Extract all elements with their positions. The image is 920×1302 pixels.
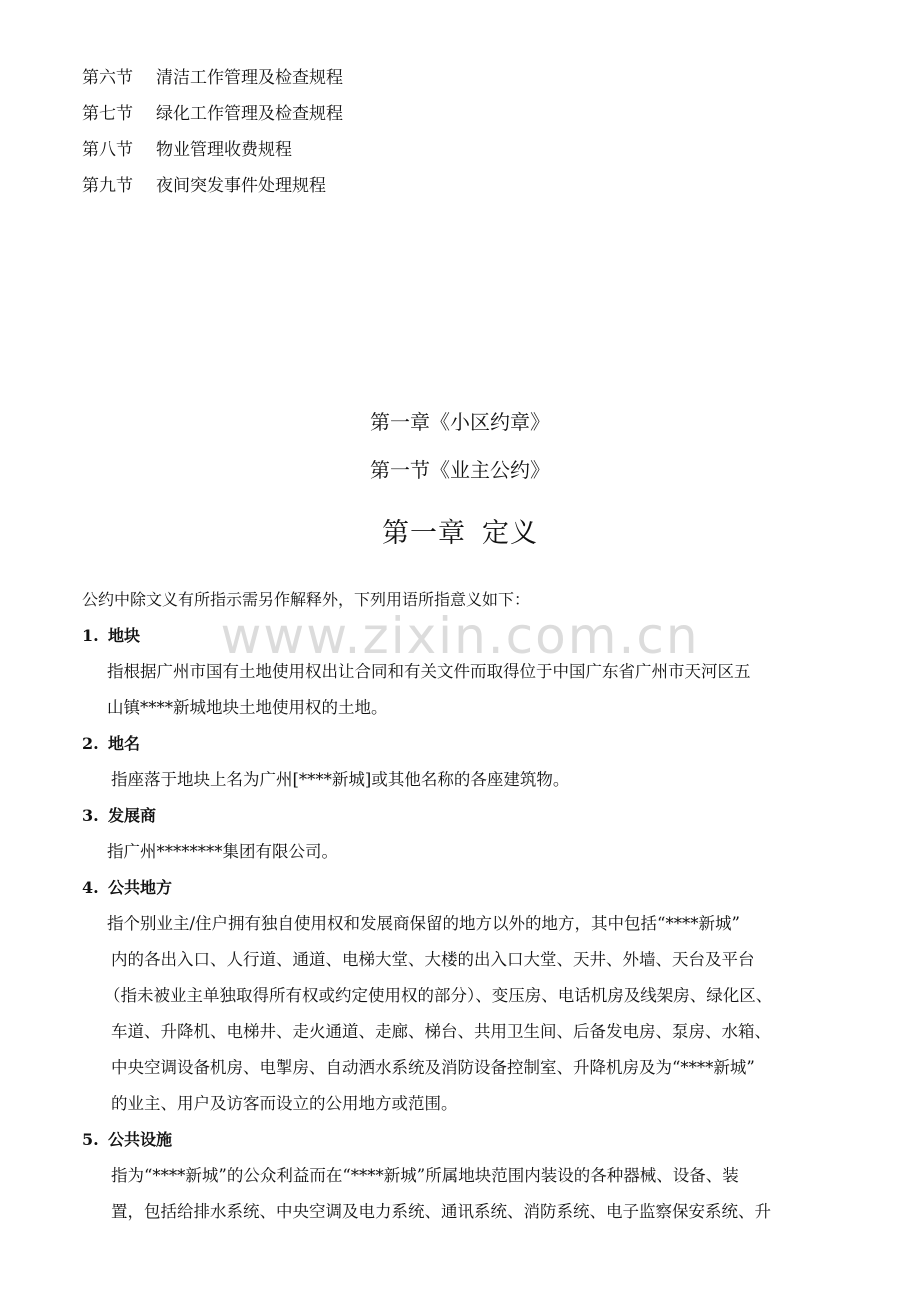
toc-section-title: 清洁工作管理及检查规程: [156, 68, 343, 88]
term-number: 1.: [82, 626, 99, 645]
term-heading: [82, 800, 156, 832]
toc-section-title: 绿化工作管理及检查规程: [156, 104, 343, 124]
term-text-line: 中央空调设备机房、电掣房、自动洒水系统及消防设备控制室、升降机房及为“****新城”: [111, 1058, 755, 1077]
term-text-line: （指未被业主单独取得所有权或约定使用权的部分）、变压房、电话机房及线架房、绿化区、: [104, 986, 773, 1005]
intro-paragraph: 公约中除文义有所指示需另作解释外，下列用语所指意义如下：: [82, 590, 531, 609]
term-text-line: 内的各出入口、人行道、通道、电梯大堂、大楼的出入口大堂、天井、外墙、天台及平台: [111, 950, 755, 969]
term-heading: [82, 872, 172, 904]
term-text-line: 指广州********集团有限公司。: [107, 842, 338, 861]
section-title: 第一节《业主公约》: [370, 458, 550, 482]
term-name: 发展商: [108, 806, 157, 825]
toc-item: [82, 98, 343, 134]
term-text-line: 的业主、用户及访客而设立的公用地方或范围。: [111, 1094, 458, 1113]
term-heading: [82, 1124, 172, 1156]
toc-section-number: 第八节: [82, 140, 133, 160]
term-name: 地块: [108, 626, 141, 645]
toc-section-number: 第九节: [82, 176, 133, 196]
term-name: 公共设施: [108, 1130, 173, 1149]
term-number: 4.: [82, 878, 99, 897]
definition-heading-chapter: 第一章: [382, 518, 466, 549]
toc-section-number: 第七节: [82, 104, 133, 124]
term-name: 地名: [108, 734, 141, 753]
term-text-line: 山镇****新城地块土地使用权的土地。: [107, 698, 388, 717]
watermark: www.zixin.com.cn: [220, 607, 700, 665]
term-text-line: 指个别业主/住户拥有独自使用权和发展商保留的地方以外的地方，其中包括“****新城”: [107, 914, 740, 933]
term-number: 3.: [82, 806, 99, 825]
toc-item: [82, 134, 343, 170]
definition-heading-title: 定义: [482, 518, 538, 549]
toc-section-number: 第六节: [82, 68, 133, 88]
term-heading: [82, 728, 140, 760]
term-name: 公共地方: [108, 878, 173, 897]
term-text-line: 指根据广州市国有土地使用权出让合同和有关文件而取得位于中国广东省广州市天河区五: [107, 662, 751, 681]
toc-item: [82, 62, 343, 98]
term-text-line: 置，包括给排水系统、中央空调及电力系统、通讯系统、消防系统、电子监察保安系统、升: [111, 1202, 771, 1221]
term-text-line: 指座落于地块上名为广州[****新城]或其他名称的各座建筑物。: [111, 770, 570, 789]
term-text-line: 指为“****新城”的公众利益而在“****新城”所属地块范围内装设的各种器械、设备、装: [111, 1166, 739, 1185]
definition-heading: [0, 512, 920, 556]
toc-section-title: 夜间突发事件处理规程: [156, 176, 326, 196]
toc-section-title: 物业管理收费规程: [156, 140, 292, 160]
term-heading: [82, 620, 140, 652]
term-number: 5.: [82, 1130, 99, 1149]
term-number: 2.: [82, 734, 99, 753]
chapter-title: 第一章《小区约章》: [370, 410, 550, 434]
term-text-line: 车道、升降机、电梯井、走火通道、走廊、梯台、共用卫生间、后备发电房、泵房、水箱、: [111, 1022, 771, 1041]
toc-item: [82, 170, 343, 206]
table-of-contents: [82, 62, 343, 206]
